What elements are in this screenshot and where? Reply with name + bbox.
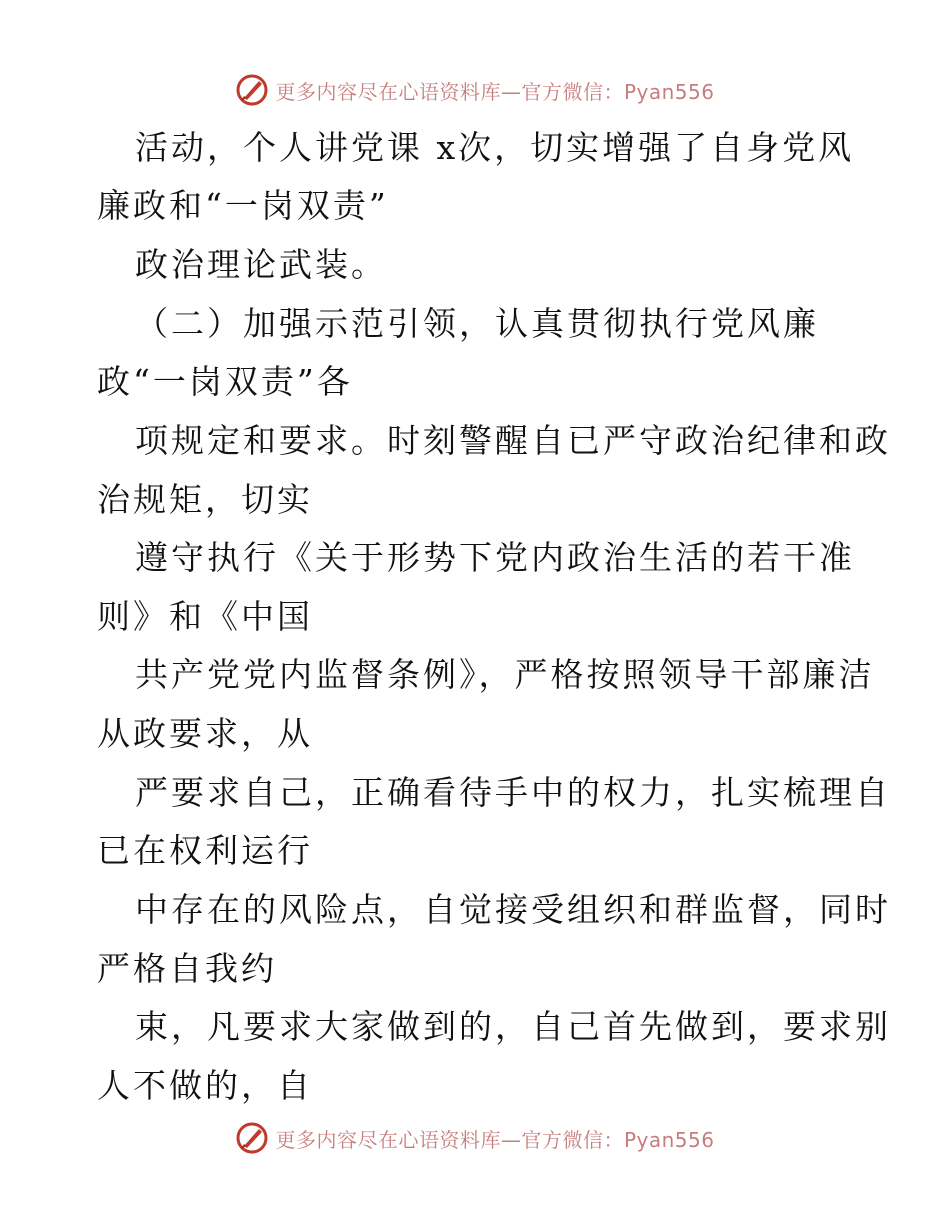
text-line: 政“一岗双责”各: [97, 362, 353, 401]
text-line: 严要求自己，正确看待手中的权力，扎实梳理自: [135, 773, 891, 812]
header-watermark: [0, 70, 950, 110]
text-line: 廉政和“一岗双责”: [97, 186, 389, 225]
text-line: 政治理论武装。: [135, 245, 387, 284]
text-line: 则》和《中国: [97, 597, 313, 636]
quill-logo-icon: [235, 1121, 269, 1155]
watermark-text: 更多内容尽在心语资料库—官方微信：Pyan556: [275, 79, 715, 104]
text-line: 中存在的风险点，自觉接受组织和群监督，同时: [135, 890, 891, 929]
text-line: 治规矩，切实: [97, 480, 313, 519]
text-line: 共产党党内监督条例》，严格按照领导干部廉洁: [135, 655, 875, 694]
section-heading: （二）加强示范引领，认真贯彻执行党风廉: [135, 304, 819, 343]
text-line: 遵守执行《关于形势下党内政治生活的若干准: [135, 538, 855, 577]
text-line: 项规定和要求。时刻警醒自已严守政治纪律和政: [135, 421, 891, 460]
text-line: 已在权利运行: [97, 831, 313, 870]
quill-logo-icon: [235, 73, 269, 107]
footer-watermark: [0, 1118, 950, 1158]
text-line: 从政要求，从: [97, 714, 313, 753]
watermark-text: 更多内容尽在心语资料库—官方微信：Pyan556: [275, 1127, 715, 1152]
text-line: 严格自我约: [97, 949, 277, 988]
text-line: 活动，个人讲党课 x次，切实增强了自身党风: [135, 128, 855, 167]
text-line: 人不做的，自: [97, 1066, 313, 1105]
text-line: 束，凡要求大家做到的，自己首先做到，要求别: [135, 1007, 891, 1046]
